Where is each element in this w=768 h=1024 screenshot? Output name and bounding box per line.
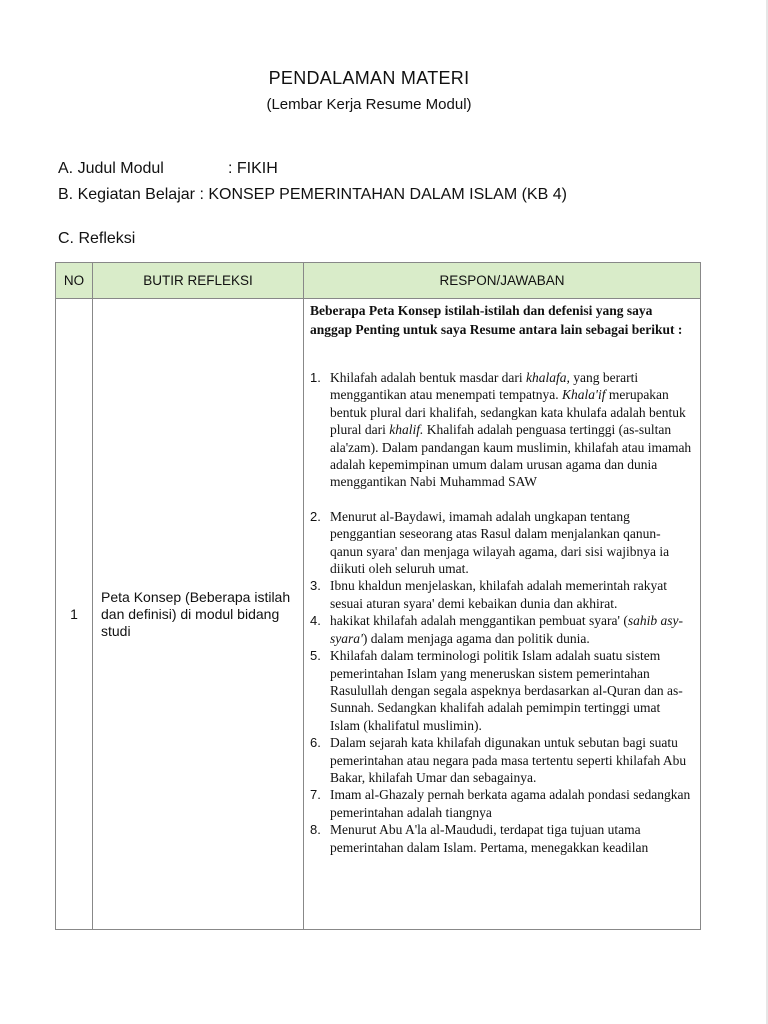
list-text: yang berarti menggantikan atau menempati tempatnya. [330, 370, 639, 403]
list-number: 8. [310, 822, 321, 838]
list-text: Khilafah adalah bentuk masdar dari [330, 370, 527, 385]
learning-activity-label: B. Kegiatan Belajar [58, 186, 195, 203]
list-text: Khalifah adalah penguasa tertinggi (as-sultan ala'zam). Dalam pandangan kaum muslimin, khilafah atau imamah adalah kepemimpinan umum dalam urusan agama dan dunia menggantikan Nabi Muhammad SAW [330, 422, 692, 490]
list-number: 5. [310, 648, 321, 664]
response-cell [304, 299, 701, 930]
list-text: hakikat khilafah adalah menggantikan pembuat syara' ( [330, 613, 628, 629]
list-number: 3. [310, 578, 321, 594]
list-item [310, 647, 692, 734]
list-item [310, 821, 692, 856]
list-text: ) dalam menjaga agama dan politik dunia. [362, 630, 590, 646]
list-item [310, 508, 692, 578]
row-number: 1 [56, 299, 93, 930]
list-text: Dalam sejarah kata khilafah digunakan untuk sebutan bagi suatu pemerintahan atau negara pada masa tertentu seperti khilafah Abu Bakar, khilafah Umar dan sebagainya. [330, 735, 687, 785]
butir-text: Peta Konsep (Beberapa istilah dan definisi) di modul bidang studi [93, 299, 304, 930]
list-emphasis: Khala'if [562, 387, 606, 403]
list-text: merupakan bentuk plural dari khalifah, sedangkan kata khulafa adalah bentuk plural dari [330, 387, 686, 438]
list-text: Ibnu khaldun menjelaskan, khilafah adalah memerintah rakyat sesuai aturan syara' demi kebaikan dunia dan akhirat. [330, 578, 667, 611]
list-number: 6. [310, 735, 321, 751]
table-header-row [56, 263, 701, 299]
col-header-respon: RESPON/JAWABAN [304, 263, 701, 299]
module-title-value: : FIKIH [228, 160, 278, 177]
list-item [310, 369, 692, 491]
list-number: 2. [310, 508, 321, 524]
list-emphasis: sahib asy-syara' [330, 613, 683, 646]
list-number: 4. [310, 613, 321, 629]
page-title: PENDALAMAN MATERI [268, 68, 470, 88]
table-row [56, 299, 701, 930]
list-number: 7. [310, 787, 321, 803]
list-text: Imam al-Ghazaly pernah berkata agama adalah pondasi sedangkan pemerintahan adalah tiangnya [330, 787, 691, 820]
col-header-no: NO [56, 263, 93, 299]
learning-activity-row [58, 186, 567, 204]
reflection-table [55, 262, 701, 930]
page-subtitle: (Lembar Kerja Resume Modul) [266, 96, 472, 113]
list-item [310, 612, 692, 647]
list-item [310, 734, 692, 786]
list-emphasis: khalafa, [526, 370, 570, 385]
module-title-row [58, 160, 278, 178]
list-text: Khilafah dalam terminologi politik Islam adalah suatu sistem pemerintahan Islam yang meneruskan sistem pemerintahan Rasulullah dengan segala aspeknya berdasarkan al-Quran dan as-Sunnah. Sedangkan khalifah adalah pemimpin tertinggi umat Islam (khalifatul muslimin). [330, 648, 683, 733]
response-intro: Beberapa Peta Konsep istilah-istilah dan defenisi yang saya anggap Penting untuk saya Resume antara lain sebagai berikut : [310, 303, 683, 337]
col-header-butir: BUTIR REFLEKSI [93, 263, 304, 299]
list-text: Menurut al-Baydawi, imamah adalah ungkapan tentang penggantian seseorang atas Rasul dalam menjalankan qanun-qanun syara' dan menjaga wilayah agama, dari sisi wajibnya ia diikuti oleh seluruh umat. [330, 508, 670, 577]
list-text: Menurut Abu A'la al-Maududi, terdapat tiga tujuan utama pemerintahan dalam Islam. Pertama, menegakkan keadilan [330, 822, 649, 855]
learning-activity-value: : KONSEP PEMERINTAHAN DALAM ISLAM (KB 4) [199, 186, 567, 203]
section-heading-refleksi: C. Refleksi [58, 230, 136, 247]
module-title-label: A. Judul Modul [58, 160, 164, 177]
list-emphasis: khalif. [389, 422, 424, 438]
list-item [310, 786, 692, 821]
list-number: 1. [310, 370, 321, 385]
list-item [310, 577, 692, 612]
definition-list [310, 369, 692, 856]
